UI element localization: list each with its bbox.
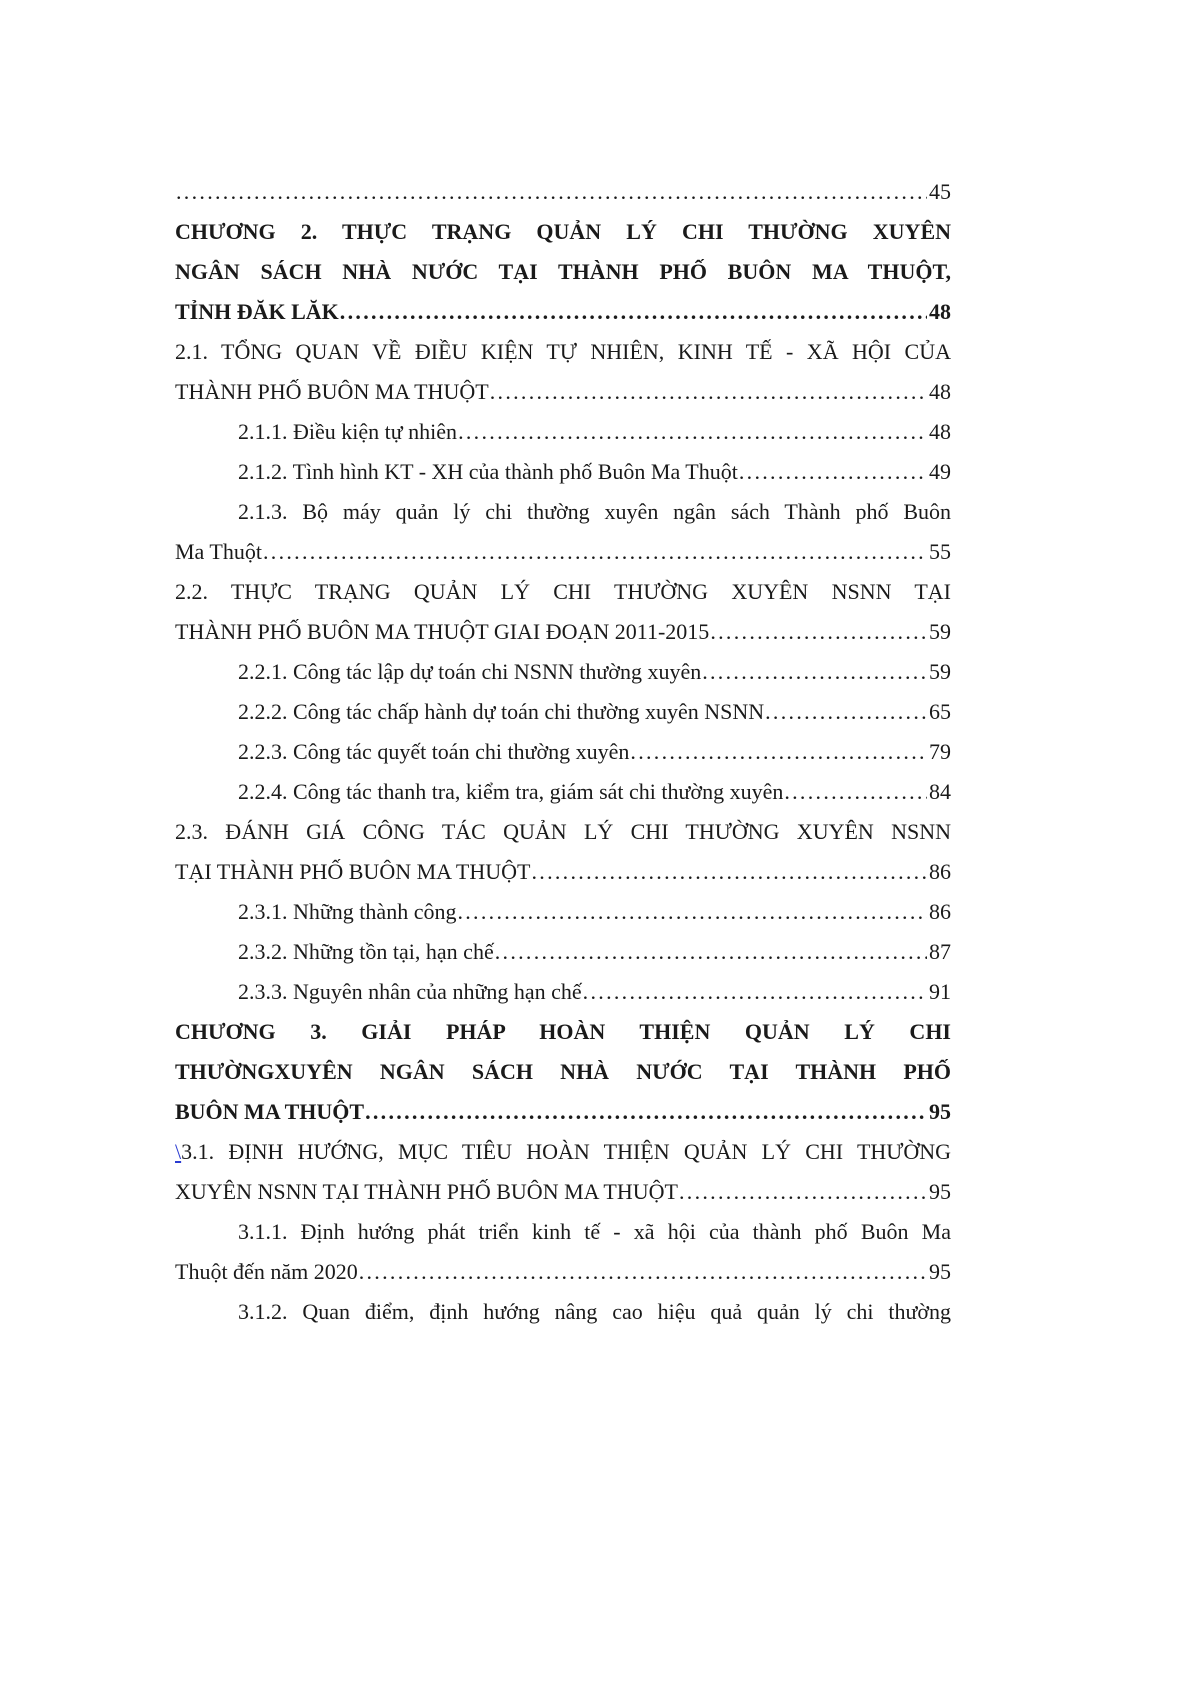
leader-dots [784,772,927,812]
toc-entry-text-line [175,1292,951,1332]
leader-dots [365,1092,927,1132]
toc-entry-last-line [175,692,951,732]
toc-entry[interactable] [175,692,951,732]
leader-dots [176,172,927,212]
toc-entry[interactable] [175,332,951,412]
toc-entry-last-line [175,452,951,492]
page-number: 95 [929,1259,951,1284]
toc-entry-title: 2.2.3. Công tác quyết toán chi thường xuyên [238,739,630,764]
page-number: 95 [929,1179,951,1204]
toc-entry-title: 2.1.2. Tình hình KT - XH của thành phố Buôn Ma Thuột [238,459,738,484]
toc-entry[interactable] [175,1132,951,1212]
toc-entry-last-line [175,972,951,1012]
page-number: 84 [929,779,951,804]
leader-dots [739,452,927,492]
page-number: 86 [929,859,951,884]
leader-dots [457,892,927,932]
toc-entry-last-line [175,1172,951,1212]
toc-entry-text-line [175,1132,951,1172]
toc-entry-title: THÀNH PHỐ BUÔN MA THUỘT GIAI ĐOẠN 2011-2015 [175,619,710,644]
link-mark: \ [175,1139,182,1164]
toc-entry-last-line [175,292,951,332]
toc-entry-title: Thuột đến năm 2020 [175,1259,358,1284]
toc-entry-text: CHƯƠNG 3. GIẢI PHÁP HOÀN THIỆN QUẢN LÝ CHI [175,1019,951,1044]
toc-entry-text: 3.1.2. Quan điểm, định hướng nâng cao hiệu quả quản lý chi thường [238,1299,951,1324]
toc-entry-title: 2.1.1. Điều kiện tự nhiên [238,419,458,444]
toc-entry-title: 2.3.2. Những tồn tại, hạn chế [238,939,494,964]
page-number: 95 [929,1099,951,1124]
toc-entry-text: 2.3. ĐÁNH GIÁ CÔNG TÁC QUẢN LÝ CHI THƯỜNG XUYÊN NSNN [175,819,951,844]
page-number: 45 [929,179,951,204]
toc-entry-text: CHƯƠNG 2. THỰC TRẠNG QUẢN LÝ CHI THƯỜNG XUYÊN [175,219,951,244]
toc-entry-text: 2.1.3. Bộ máy quản lý chi thường xuyên ngân sách Thành phố Buôn [238,499,951,524]
toc-entry-text-line [175,212,951,252]
toc-entry-text: NGÂN SÁCH NHÀ NƯỚC TẠI THÀNH PHỐ BUÔN MA THUỘT, [175,259,951,284]
toc-entry-text: THƯỜNGXUYÊN NGÂN SÁCH NHÀ NƯỚC TẠI THÀNH PHỐ [175,1059,951,1084]
leader-dots [765,692,927,732]
toc-entry[interactable] [175,412,951,452]
toc-entry[interactable] [175,772,951,812]
leader-dots [340,292,927,332]
toc-entry-title: TẠI THÀNH PHỐ BUÔN MA THUỘT [175,859,531,884]
toc-entry[interactable] [175,1212,951,1292]
leader-dots [359,1252,927,1292]
toc-entry[interactable] [175,812,951,892]
leader-dots [495,932,927,972]
toc-entry-text-line [175,492,951,532]
leader-dots [531,852,927,892]
toc-entry-last-line [175,612,951,652]
toc-entry-last-line [175,852,951,892]
toc-entry-title: 2.3.1. Những thành công [238,899,457,924]
toc-entry-text-line [175,812,951,852]
toc-entry-title: 2.3.3. Nguyên nhân của những hạn chế [238,979,582,1004]
toc-entry-title: XUYÊN NSNN TẠI THÀNH PHỐ BUÔN MA THUỘT [175,1179,678,1204]
toc-entry-title: 2.2.2. Công tác chấp hành dự toán chi thường xuyên NSNN [238,699,765,724]
toc-entry-title: Ma Thuột [175,539,262,564]
toc-entry-text-line [175,252,951,292]
leader-dots [583,972,927,1012]
toc-entry[interactable] [175,212,951,332]
toc-entry[interactable] [175,1012,951,1132]
toc-entry-last-line [175,772,951,812]
toc-entry-text: 2.2. THỰC TRẠNG QUẢN LÝ CHI THƯỜNG XUYÊN NSNN TẠI [175,579,951,604]
leader-dots [630,732,927,772]
toc-entry-last-line [175,1092,951,1132]
toc-entry-last-line [175,412,951,452]
toc-entry-title: BUÔN MA THUỘT [175,1099,365,1124]
toc-entry-text-line [175,572,951,612]
toc-entry-text-line [175,1052,951,1092]
toc-entry-title: THÀNH PHỐ BUÔN MA THUỘT [175,379,489,404]
toc-entry[interactable] [175,492,951,572]
toc-entry-text-line [175,332,951,372]
toc-entry[interactable] [175,892,951,932]
leader-dots [263,532,927,572]
page-number: 55 [929,539,951,564]
toc-entry-text-line [175,1212,951,1252]
page-number: 91 [929,979,951,1004]
toc-entry[interactable] [175,452,951,492]
page-number: 48 [929,299,951,324]
toc-entry-last-line [175,892,951,932]
table-of-contents [175,172,951,1332]
toc-entry-text: 3.1.1. Định hướng phát triển kinh tế - xã hội của thành phố Buôn Ma [238,1219,951,1244]
toc-entry[interactable] [175,972,951,1012]
toc-entry[interactable] [175,1292,951,1332]
toc-entry-title: 2.2.4. Công tác thanh tra, kiểm tra, giám sát chi thường xuyên [238,779,784,804]
toc-entry-last-line [175,732,951,772]
toc-entry-last-line [175,1252,951,1292]
toc-entry-text-line [175,1012,951,1052]
leader-dots [702,652,927,692]
toc-entry-text: 2.1. TỔNG QUAN VỀ ĐIỀU KIỆN TỰ NHIÊN, KINH TẾ - XÃ HỘI CỦA [175,339,951,364]
toc-entry-title: 2.2.1. Công tác lập dự toán chi NSNN thường xuyên [238,659,702,684]
toc-entry[interactable] [175,172,951,212]
toc-entry[interactable] [175,932,951,972]
toc-entry[interactable] [175,572,951,652]
page-number: 87 [929,939,951,964]
leader-dots [490,372,927,412]
toc-entry[interactable] [175,732,951,772]
page-number: 79 [929,739,951,764]
page-number: 65 [929,699,951,724]
toc-entry-last-line [175,652,951,692]
toc-entry[interactable] [175,652,951,692]
page-number: 86 [929,899,951,924]
toc-entry-last-line [175,932,951,972]
page-number: 48 [929,419,951,444]
leader-dots [679,1172,927,1212]
page-number: 59 [929,619,951,644]
page-number: 59 [929,659,951,684]
toc-entry-last-line [175,372,951,412]
toc-entry-text: 3.1. ĐỊNH HƯỚNG, MỤC TIÊU HOÀN THIỆN QUẢN LÝ CHI THƯỜNG [181,1139,951,1164]
leader-dots [458,412,927,452]
page-number: 48 [929,379,951,404]
leader-dots [710,612,927,652]
page-number: 49 [929,459,951,484]
toc-entry-last-line [175,532,951,572]
toc-entry-last-line [175,172,951,212]
toc-entry-title: TỈNH ĐĂK LĂK [175,299,339,324]
